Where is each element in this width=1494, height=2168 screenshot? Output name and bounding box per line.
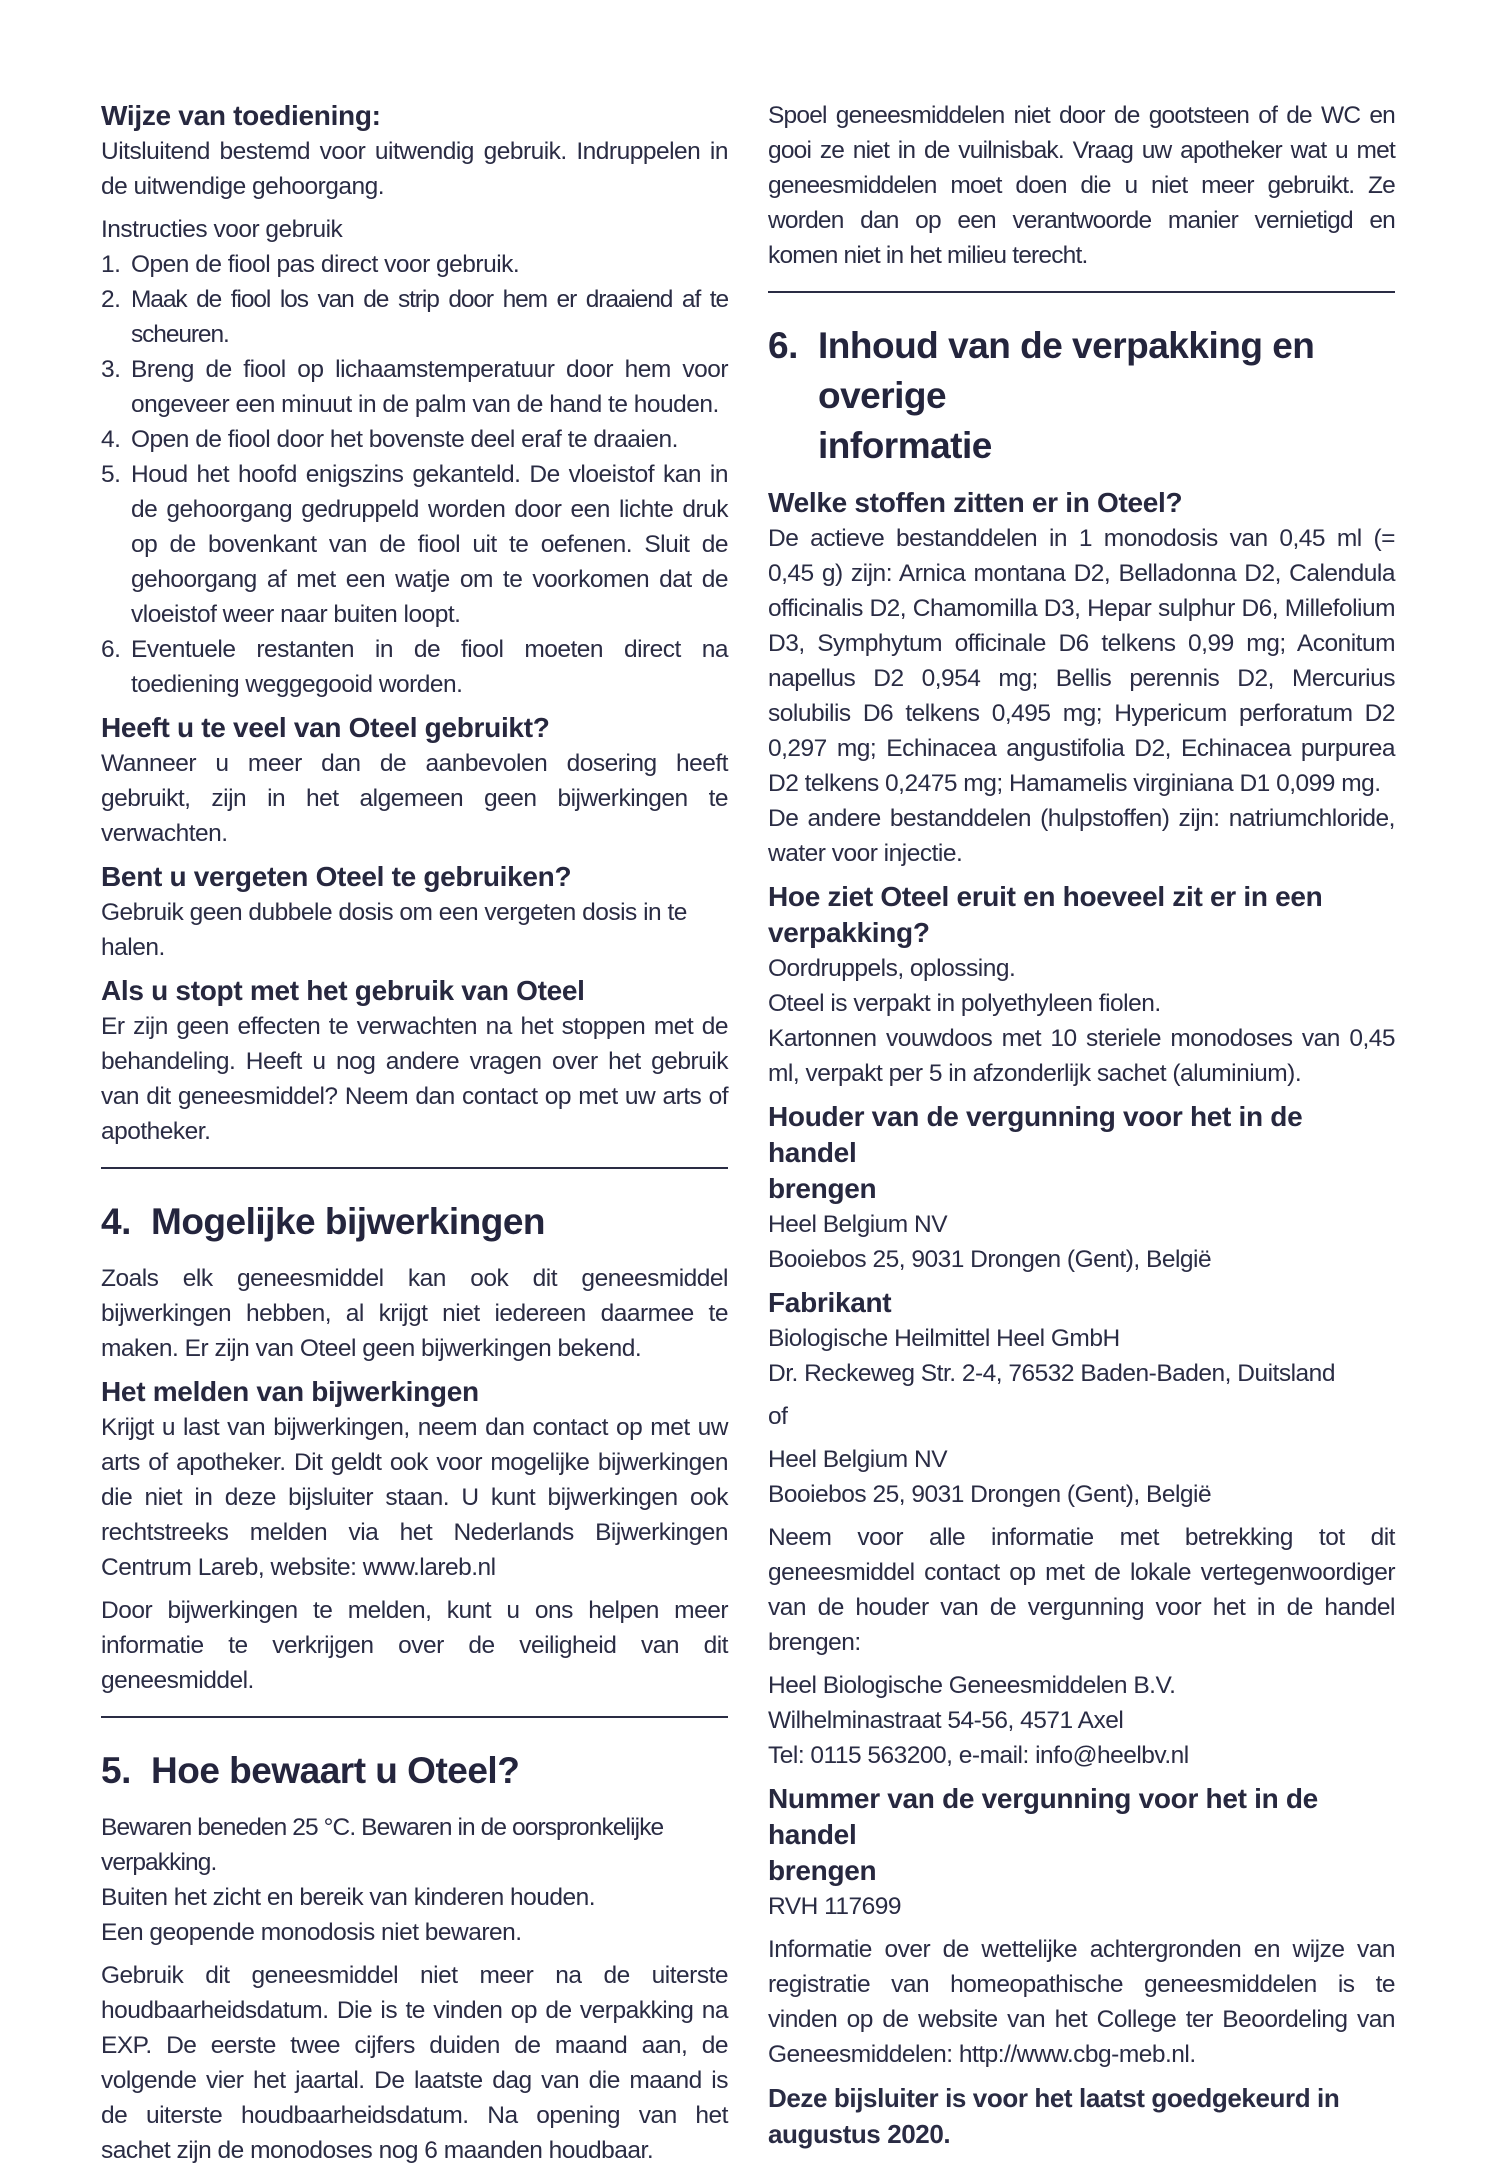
disposal-text: Spoel geneesmiddelen niet door de gootsteen of de WC en gooi ze niet in de vuilnisbak. Vraag uw apotheker wat u met geneesmiddelen moet doen die u niet meer gebruikt. Ze worden dan op een verantwoorde manier vernietigd en komen niet in het milieu terecht. (768, 102, 1395, 269)
list-item: 3. Breng de fiool op lichaamstemperatuur door hem voor ongeveer een minuut in de palm van de hand te houden. (101, 356, 728, 418)
overdose-text: Wanneer u meer dan de aanbevolen dosering heeft gebruikt, zijn in het algemeen geen bijwerkingen te verwachten. (101, 750, 728, 847)
storage-line-1: Bewaren beneden 25 °C. Bewaren in de oorspronkelijke verpakking. (101, 1814, 664, 1876)
section-divider (101, 1716, 728, 1718)
manufacturer-address-1: Dr. Reckeweg Str. 2-4, 76532 Baden-Baden, Duitsland (768, 1360, 1335, 1387)
licence-number: RVH 117699 (768, 1893, 902, 1920)
manufacturer-heading: Fabrikant (768, 1287, 892, 1318)
section-6-title: 6. Inhoud van de verpakking en overige informatie (768, 325, 1315, 466)
section-5-title: 5. Hoe bewaart u Oteel? (101, 1750, 520, 1791)
manufacturer-name-1: Biologische Heilmittel Heel GmbH (768, 1325, 1120, 1352)
appearance-line-3: Kartonnen vouwdoos met 10 steriele monodoses van 0,45 ml, verpakt per 5 in afzonderlijk sachet (aluminium). (768, 1025, 1395, 1087)
list-item: 1. Open de fiool pas direct voor gebruik. (101, 251, 520, 278)
administration-heading: Wijze van toediening: (101, 100, 381, 131)
holder-address: Booiebos 25, 9031 Drongen (Gent), België (768, 1246, 1212, 1273)
list-item: 6. Eventuele restanten in de fiool moeten direct na toediening weggegooid worden. (101, 636, 728, 698)
section-4-title: 4. Mogelijke bijwerkingen (101, 1201, 546, 1242)
storage-line-2: Buiten het zicht en bereik van kinderen houden. (101, 1884, 596, 1911)
forgotten-text: Gebruik geen dubbele dosis om een vergeten dosis in te halen. (101, 899, 687, 961)
manufacturer-or: of (768, 1403, 788, 1430)
section-divider (101, 1167, 728, 1169)
stopping-heading: Als u stopt met het gebruik van Oteel (101, 975, 585, 1006)
representative-address: Wilhelminastraat 54-56, 4571 Axel (768, 1707, 1124, 1734)
appearance-heading: Hoe ziet Oteel eruit en hoeveel zit er in een verpakking? (768, 881, 1323, 948)
excipients-text: De andere bestanddelen (hulpstoffen) zijn: natriumchloride, water voor injectie. (768, 805, 1395, 867)
licence-heading: Nummer van de vergunning voor het in de handel brengen (768, 1783, 1318, 1886)
representative-contact: Tel: 0115 563200, e-mail: info@heelbv.nl (768, 1742, 1189, 1769)
instructions-label: Instructies voor gebruik (101, 216, 343, 243)
holder-heading: Houder van de vergunning voor het in de handel brengen (768, 1101, 1303, 1204)
right-column (768, 98, 1395, 2152)
instruction-list (101, 247, 728, 702)
forgotten-heading: Bent u vergeten Oteel te gebruiken? (101, 861, 572, 892)
stopping-text: Er zijn geen effecten te verwachten na het stoppen met de behandeling. Heeft u nog andere vragen over het gebruik van dit geneesmiddel? Neem dan contact op met uw arts of apotheker. (101, 1013, 728, 1145)
list-item: 4. Open de fiool door het bovenste deel eraf te draaien. (101, 426, 678, 453)
storage-line-3: Een geopende monodosis niet bewaren. (101, 1919, 522, 1946)
side-effects-text: Zoals elk geneesmiddel kan ook dit geneesmiddel bijwerkingen hebben, al krijgt niet iedereen daarmee te maken. Er zijn van Oteel geen bijwerkingen bekend. (101, 1265, 728, 1362)
ingredients-heading: Welke stoffen zitten er in Oteel? (768, 487, 1183, 518)
report-text: Krijgt u last van bijwerkingen, neem dan contact op met uw arts of apotheker. Dit geldt ook voor mogelijke bijwerkingen die niet in deze bijsluiter staan. U kunt bijwerkingen ook rechtstreeks melden via het Nederlands Bijwerkingen Centrum Lareb, website: www.lareb.nl (101, 1414, 728, 1581)
list-item: 5. Houd het hoofd enigszins gekanteld. De vloeistof kan in de gehoorgang gedruppeld worden door een lichte druk op de bovenkant van de fiool uit te oefenen. Sluit de gehoorgang af met een watje om te voorkomen dat de vloeistof weer naar buiten loopt. (101, 461, 728, 628)
manufacturer-address-2: Booiebos 25, 9031 Drongen (Gent), België (768, 1481, 1212, 1508)
manufacturer-name-2: Heel Belgium NV (768, 1446, 948, 1473)
appearance-line-1: Oordruppels, oplossing. (768, 955, 1016, 982)
list-item: 2. Maak de fiool los van de strip door hem er draaiend af te scheuren. (101, 286, 728, 348)
approval-date: Deze bijsluiter is voor het laatst goedgekeurd in augustus 2020. (768, 2083, 1340, 2149)
report-text-2: Door bijwerkingen te melden, kunt u ons helpen meer informatie te verkrijgen over de veiligheid van dit geneesmiddel. (101, 1597, 728, 1694)
section-divider (768, 291, 1395, 293)
contact-text: Neem voor alle informatie met betrekking tot dit geneesmiddel contact op met de lokale vertegenwoordiger van de houder van de vergunning voor het in de handel brengen: (768, 1524, 1395, 1656)
registration-info: Informatie over de wettelijke achtergronden en wijze van registratie van homeopathische geneesmiddelen is te vinden op de website van het College ter Beoordeling van Geneesmiddelen: http://www.cbg-meb.nl. (768, 1936, 1395, 2068)
administration-text: Uitsluitend bestemd voor uitwendig gebruik. Indruppelen in de uitwendige gehoorgang. (101, 138, 728, 200)
appearance-line-2: Oteel is verpakt in polyethyleen fiolen. (768, 990, 1161, 1017)
representative-name: Heel Biologische Geneesmiddelen B.V. (768, 1672, 1176, 1699)
expiry-text: Gebruik dit geneesmiddel niet meer na de uiterste houdbaarheidsdatum. Die is te vinden op de verpakking na EXP. De eerste twee cijfers duiden de maand aan, de volgende vier het jaartal. De laatste dag van die maand is de uiterste houdbaarheidsdatum. Na opening van het sachet zijn de monodoses nog 6 maanden houdbaar. (101, 1962, 728, 2164)
overdose-heading: Heeft u te veel van Oteel gebruikt? (101, 712, 550, 743)
ingredients-text: De actieve bestanddelen in 1 monodosis van 0,45 ml (= 0,45 g) zijn: Arnica montana D2, Belladonna D2, Calendula officinalis D2, Chamomilla D3, Hepar sulphur D6, Millefolium D3, Symphytum officinale D6 telkens 0,99 mg; Aconitum napellus D2 0,954 mg; Bellis perennis D2, Mercurius solubilis D6 telkens 0,495 mg; Hypericum perforatum D2 0,297 mg; Echinacea angustifolia D2, Echinacea purpurea D2 telkens 0,2475 mg; Hamamelis virginiana D1 0,099 mg. (768, 525, 1395, 797)
holder-name: Heel Belgium NV (768, 1211, 948, 1238)
report-heading: Het melden van bijwerkingen (101, 1376, 479, 1407)
left-column (101, 98, 728, 2168)
